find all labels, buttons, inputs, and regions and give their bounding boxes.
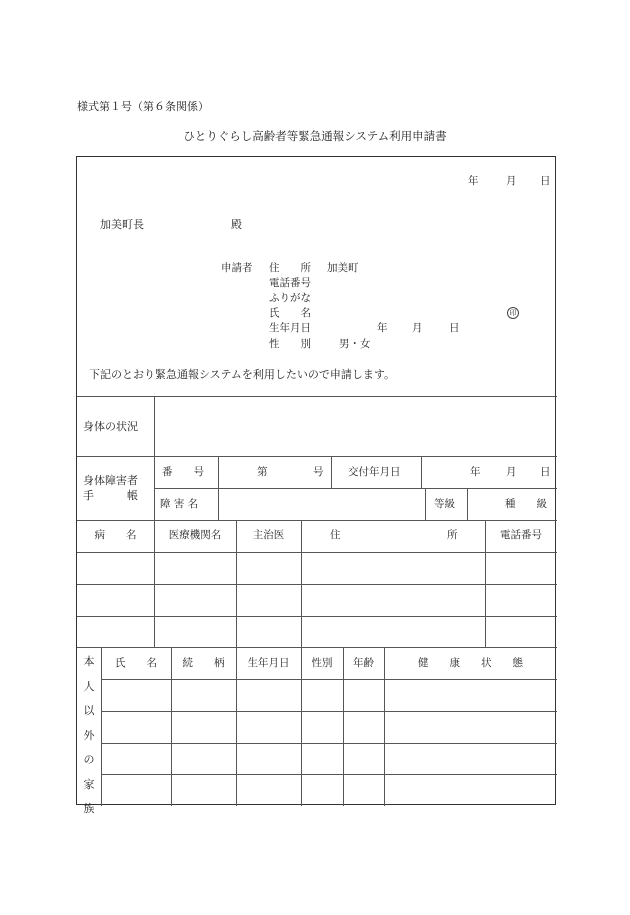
- family-header-relation: 続 柄: [182, 657, 225, 669]
- form-number: 様式第１号（第６条関係）: [77, 100, 209, 113]
- rule: [421, 456, 422, 488]
- family-side-char: 族: [83, 802, 95, 815]
- physical-condition-label: 身体の状況: [83, 420, 138, 433]
- rule: [154, 488, 557, 489]
- seal-mark: [507, 307, 519, 319]
- rule: [77, 647, 557, 648]
- furigana-label: ふりがな: [269, 292, 311, 304]
- rule: [343, 647, 344, 806]
- document-title: ひとりぐらし高齢者等緊急通報システム利用申請書: [183, 129, 447, 143]
- rule: [236, 647, 237, 806]
- book-number-suffix: 号: [313, 466, 324, 478]
- rule: [218, 456, 219, 488]
- medical-header-doctor: 主治医: [252, 529, 285, 541]
- book-number-prefix: 第: [257, 466, 268, 478]
- book-number-label: 番 号: [162, 466, 204, 478]
- issue-year-label: 年: [470, 466, 481, 478]
- family-side-char: 以: [83, 704, 95, 717]
- family-header-birthdate: 生年月日: [247, 657, 290, 669]
- seal-icon: 印: [507, 307, 519, 319]
- rule: [77, 456, 557, 457]
- family-side-char: の: [83, 753, 95, 766]
- family-header-age: 年齢: [353, 657, 374, 669]
- birthdate-label: 生年月日: [269, 322, 311, 334]
- medical-header-institution: 医療機関名: [168, 529, 222, 541]
- birth-day-label: 日: [449, 322, 460, 334]
- family-side-label: [77, 650, 101, 822]
- rule: [301, 647, 302, 806]
- date-year-label: 年: [468, 175, 479, 187]
- issue-date-label: 交付年月日: [348, 466, 401, 478]
- disability-name-label: 障 害 名: [160, 498, 199, 510]
- rule: [467, 488, 468, 520]
- rule: [331, 456, 332, 488]
- rule: [384, 647, 385, 806]
- application-statement: 下記のとおり緊急通報システムを利用したいので申請します。: [89, 368, 396, 381]
- birth-year-label: 年: [377, 322, 388, 334]
- rule: [101, 679, 557, 680]
- rule: [77, 396, 557, 397]
- sex-value: 男・女: [339, 338, 371, 350]
- family-side-char: 人: [83, 679, 95, 693]
- date-month-label: 月: [506, 175, 517, 187]
- family-header-name: 氏 名: [115, 657, 157, 669]
- family-side-char: 家: [83, 777, 95, 791]
- rule: [101, 743, 557, 744]
- family-header-sex: 性別: [311, 657, 333, 669]
- sex-label: 性 別: [269, 338, 311, 350]
- rule: [101, 774, 557, 775]
- address-label: 住 所: [269, 262, 311, 274]
- type-label: 種 級: [505, 498, 547, 510]
- phone-label: 電話番号: [269, 277, 311, 289]
- rule: [171, 647, 172, 806]
- rule: [218, 488, 219, 520]
- application-form: [76, 156, 556, 815]
- medical-header-address-1: 住: [330, 529, 341, 541]
- issue-day-label: 日: [540, 466, 551, 478]
- rule: [301, 520, 302, 647]
- address-value: 加美町: [327, 262, 359, 274]
- disability-book-label-2: 手 帳: [83, 489, 138, 502]
- medical-header-disease: 病 名: [94, 529, 137, 541]
- rule: [101, 711, 557, 712]
- birth-month-label: 月: [412, 322, 423, 334]
- family-side-char: 本: [83, 655, 95, 668]
- rule: [425, 488, 426, 520]
- issue-month-label: 月: [506, 466, 517, 478]
- disability-book-label-1: 身体障害者: [83, 474, 138, 487]
- rule: [154, 396, 155, 647]
- grade-label: 等級: [434, 498, 455, 510]
- date-day-label: 日: [540, 175, 551, 187]
- name-label: 氏 名: [269, 307, 311, 319]
- medical-header-phone: 電話番号: [500, 529, 542, 541]
- applicant-label: 申請者: [221, 262, 253, 274]
- family-header-health: 健 康 状 態: [418, 657, 523, 669]
- addressee-name: 加美町長: [100, 218, 144, 231]
- rule: [101, 647, 102, 806]
- medical-header-address-2: 所: [447, 529, 458, 541]
- family-side-char: 外: [83, 728, 95, 742]
- addressee-honorific: 殿: [231, 218, 242, 231]
